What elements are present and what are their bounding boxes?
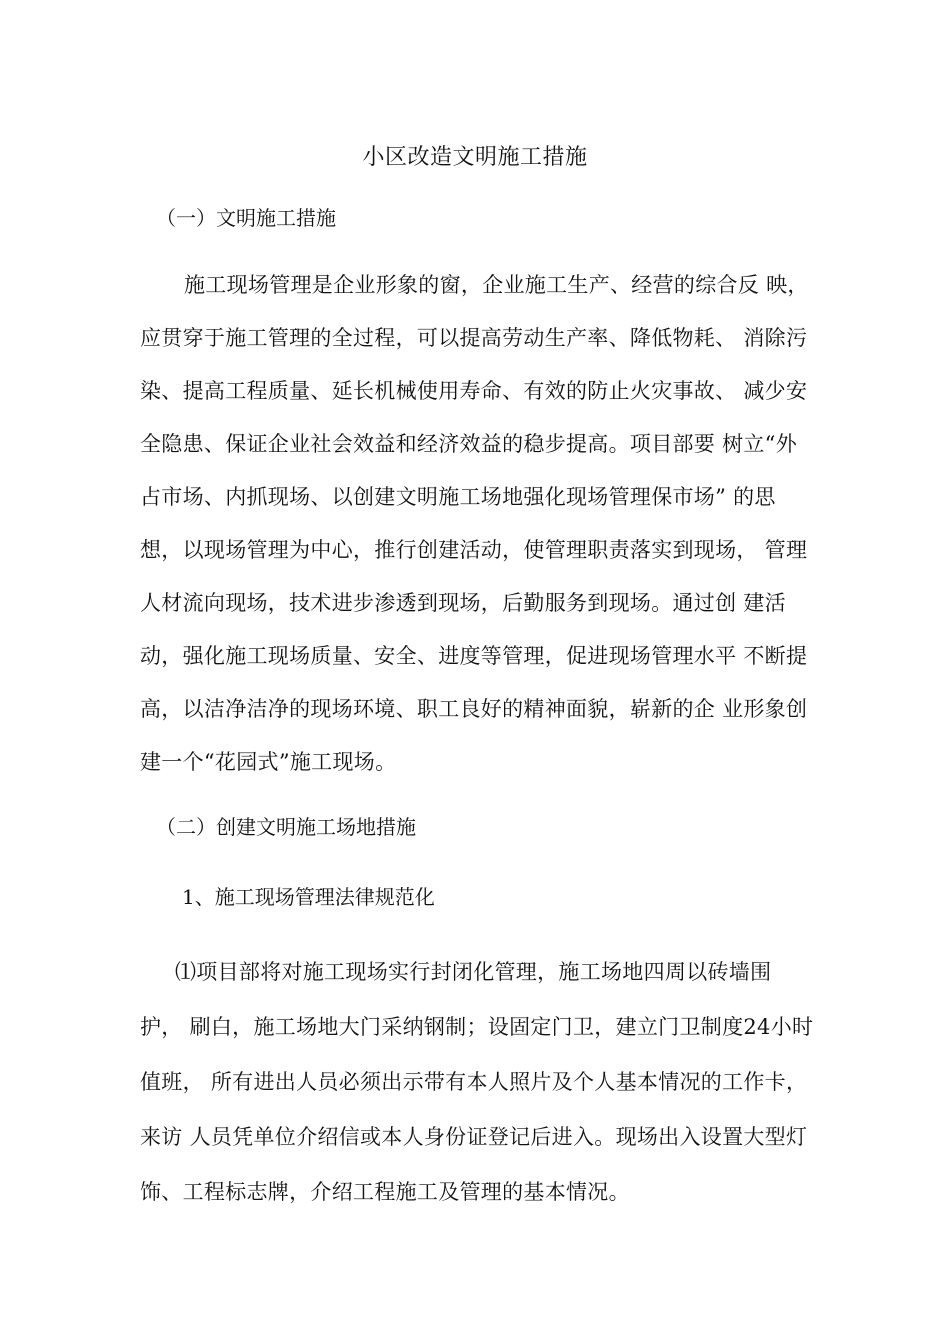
paragraph-line: 想，以现场管理为中心，推行创建活动，使管理职责落实到现场， 管理 [140, 538, 808, 562]
section-heading-create-civilized-site: （二）创建文明施工场地措施 [156, 815, 416, 839]
paragraph-line: 护， 刷白，施工场地大门采纳钢制；设固定门卫，建立门卫制度24小时 [140, 1015, 814, 1039]
paragraph-line: 来访 人员凭单位介绍信或本人身份证登记后进入。现场出入设置大型灯 [140, 1125, 808, 1149]
paragraph-line: 占市场、内抓现场、以创建文明施工场地强化现场管理保市场” 的思 [140, 485, 776, 509]
paragraph-line: 施工现场管理是企业形象的窗，企业施工生产、经营的综合反 映， [184, 273, 809, 297]
paragraph-line: 动，强化施工现场质量、安全、进度等管理，促进现场管理水平 不断提 [140, 644, 808, 668]
subsection-heading-legal-standardization: 1、施工现场管理法律规范化 [182, 885, 435, 909]
paragraph-line: 染、提高工程质量、延长机械使用寿命、有效的防止火灾事故、 减少安 [140, 379, 808, 403]
paragraph-line: 值班， 所有进出人员必须出示带有本人照片及个人基本情况的工作卡， [140, 1070, 808, 1094]
paragraph-line: 全隐患、保证企业社会效益和经济效益的稳步提高。项目部要 树立“外 [140, 432, 798, 456]
paragraph-line: 人材流向现场，技术进步渗透到现场，后勤服务到现场。通过创 建活 [140, 591, 786, 615]
paragraph-line: 建一个“花园式”施工现场。 [140, 750, 397, 774]
paragraph-line: 应贯穿于施工管理的全过程，可以提高劳动生产率、降低物耗、 消除污 [140, 326, 808, 350]
section-heading-civilized-construction: （一）文明施工措施 [156, 206, 336, 230]
paragraph-line: ⑴项目部将对施工现场实行封闭化管理，施工场地四周以砖墙围 [175, 960, 772, 984]
paragraph-line: 高，以洁净洁净的现场环境、职工良好的精神面貌，崭新的企 业形象创 [140, 697, 808, 721]
document-title: 小区改造文明施工措施 [362, 145, 588, 170]
paragraph-line: 饰、工程标志牌，介绍工程施工及管理的基本情况。 [140, 1180, 630, 1204]
